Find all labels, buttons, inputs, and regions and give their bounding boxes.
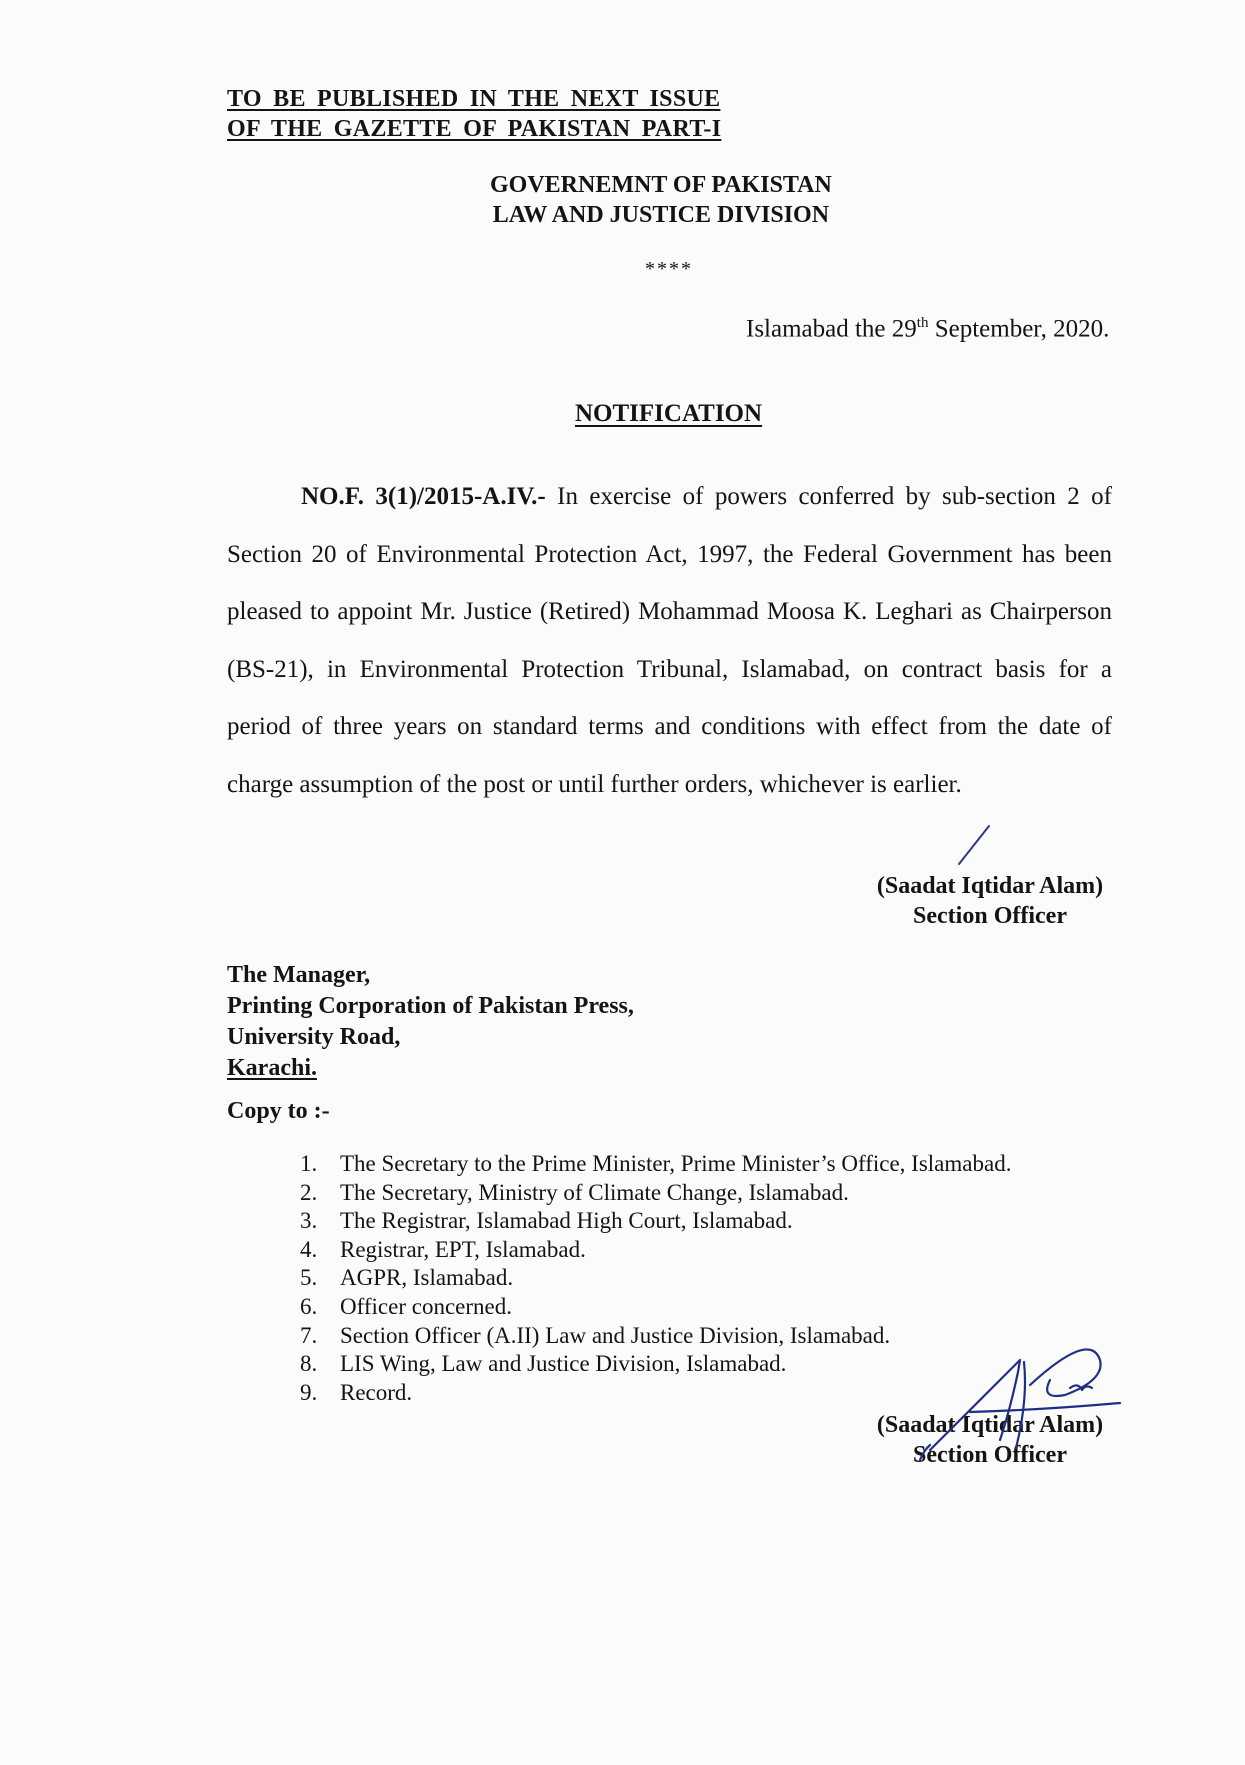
signatory-name: (Saadat Iqtidar Alam) — [876, 1412, 1104, 1438]
list-item: 8. LIS Wing, Law and Justice Division, Islamabad. — [300, 1351, 787, 1377]
list-item: 9. Record. — [300, 1379, 413, 1405]
signature-block-1 — [870, 871, 1110, 931]
list-item: 2. The Secretary, Ministry of Climate Change, Islamabad. — [300, 1179, 849, 1205]
addressee-line-1: The Manager, — [227, 962, 371, 988]
publish-line-2: OF THE GAZETTE OF PAKISTAN PART-I — [227, 116, 722, 142]
separator-stars: **** — [645, 258, 693, 280]
list-item: 6. Officer concerned. — [300, 1293, 512, 1319]
gov-line-2: LAW AND JUSTICE DIVISION — [492, 202, 830, 228]
publish-line-1: TO BE PUBLISHED IN THE NEXT ISSUE — [227, 86, 721, 112]
signatory-designation: Section Officer — [913, 903, 1067, 929]
government-heading — [490, 170, 832, 230]
notification-ref-no: NO.F. 3(1)/2015-A.IV.- — [301, 483, 546, 510]
addressee-block — [227, 960, 634, 1084]
signatory-name: (Saadat Iqtidar Alam) — [876, 873, 1104, 899]
list-item: 4. Registrar, EPT, Islamabad. — [300, 1236, 586, 1262]
addressee-line-3: University Road, — [227, 1024, 401, 1050]
addressee-line-4: Karachi. — [227, 1055, 317, 1081]
list-item: 5. AGPR, Islamabad. — [300, 1265, 514, 1291]
list-item: 3. The Registrar, Islamabad High Court, Islamabad. — [300, 1208, 793, 1234]
date-ordinal: th — [916, 315, 929, 331]
notification-text: In exercise of powers conferred by sub-section 2 of Section 20 of Environmental Protection Act, 1997, the Federal Government has been pleased to appoint Mr. Justice (Retired) Mohammad Moosa K. Leghari as Chairperson (BS-21), in Environmental Protection Tribunal, Islamabad, on contract basis for a period of three years on standard terms and conditions with effect from the date of charge assumption of the post or until further orders, whichever is earlier. — [227, 483, 1112, 798]
notification-title: NOTIFICATION — [575, 400, 763, 427]
gazette-publish-header — [227, 84, 721, 144]
handwritten-signature-icon — [900, 1300, 1130, 1470]
addressee-line-2: Printing Corporation of Pakistan Press, — [227, 993, 634, 1019]
copy-to-label: Copy to :- — [227, 1098, 330, 1124]
gov-line-1: GOVERNEMNT OF PAKISTAN — [490, 172, 832, 198]
list-item: 7. Section Officer (A.II) Law and Justice Division, Islamabad. — [300, 1322, 891, 1348]
tick-mark-icon — [955, 822, 995, 867]
document-date — [746, 315, 1109, 343]
signatory-designation: Section Officer — [913, 1442, 1067, 1468]
notification-body — [227, 468, 1112, 813]
date-prefix: Islamabad the 29 — [746, 315, 917, 343]
list-item: 1. The Secretary to the Prime Minister, Prime Minister’s Office, Islamabad. — [300, 1151, 1012, 1176]
date-rest: September, 2020. — [928, 315, 1110, 343]
